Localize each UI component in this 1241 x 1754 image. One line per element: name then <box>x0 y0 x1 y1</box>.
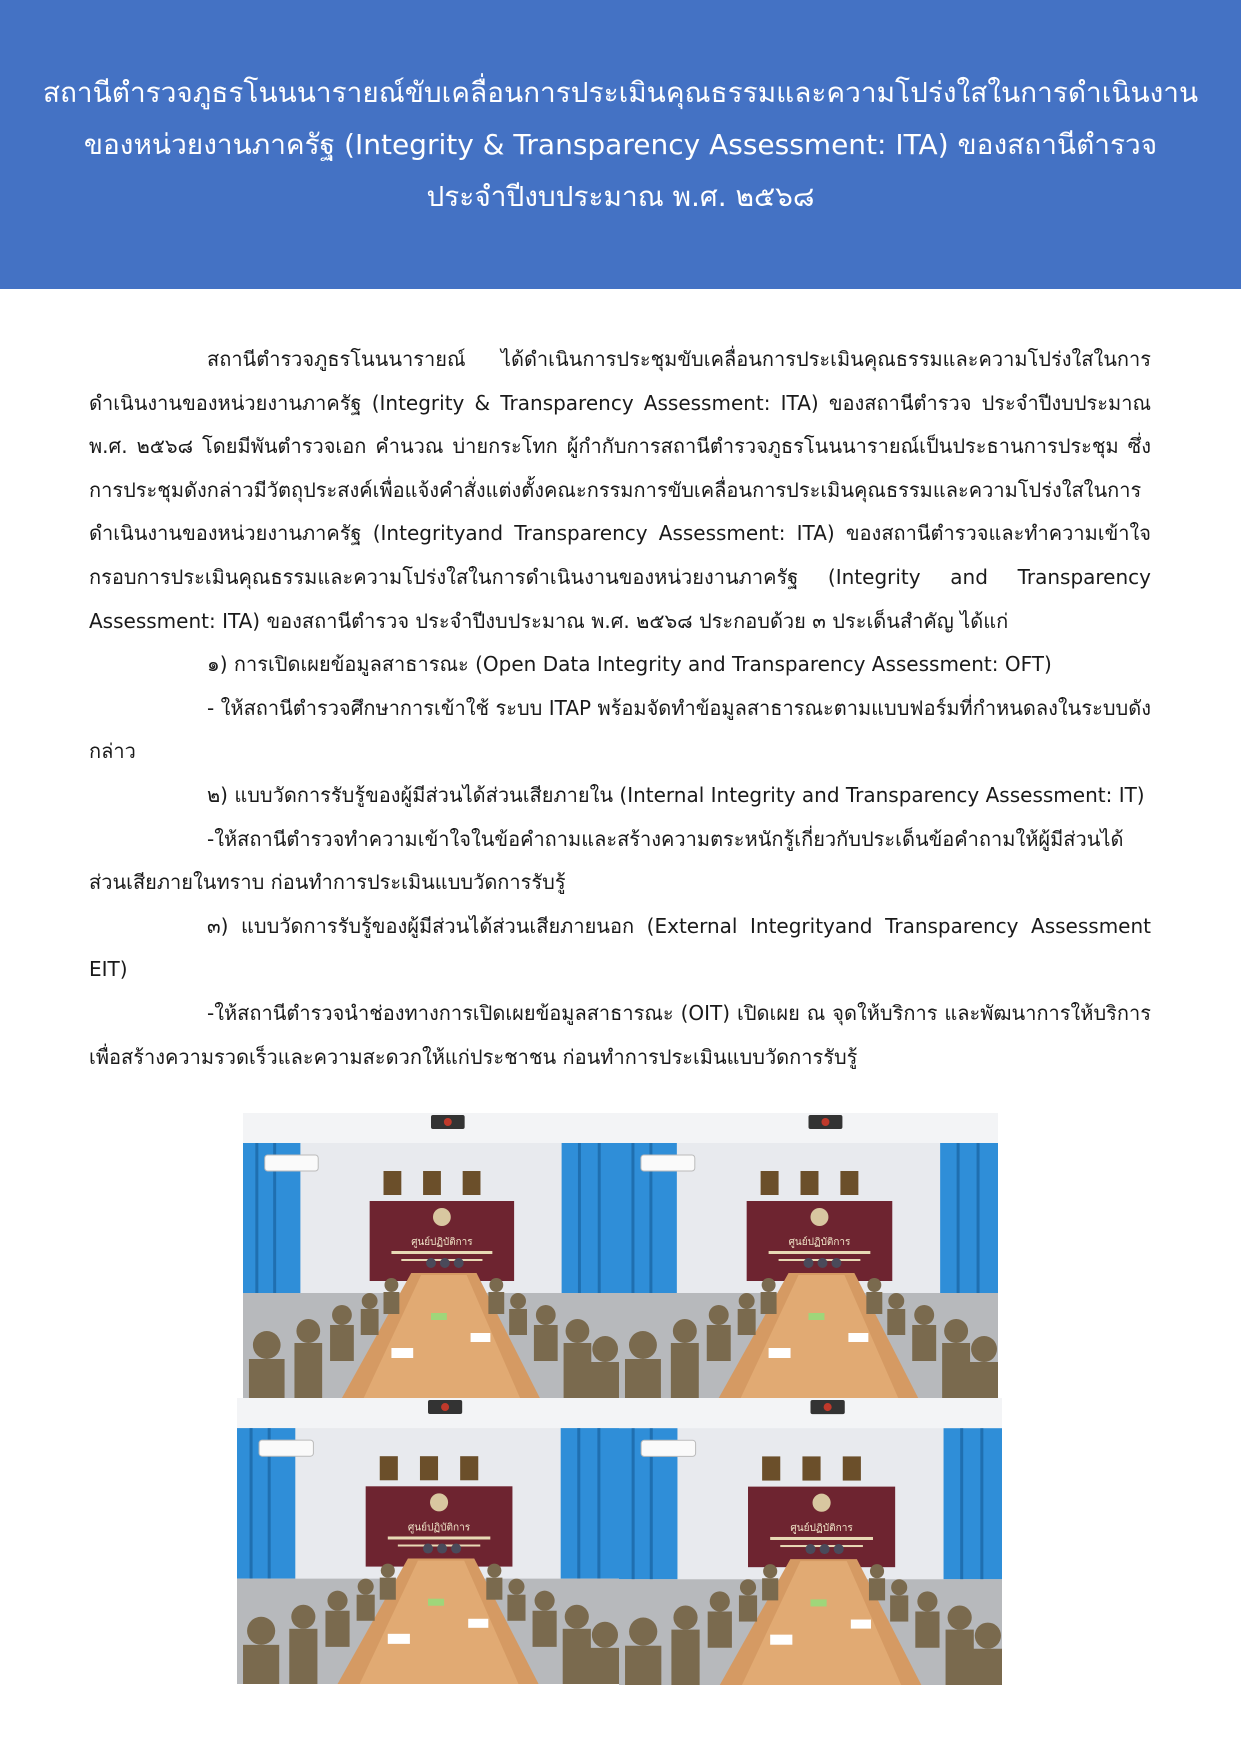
banner-sign-text: ศูนย์ปฏิบัติการ <box>790 1522 853 1534</box>
page-title-line-1: สถานีตำรวจภูธรโนนนารายณ์ขับเคลื่อนการประเมินคุณธรรมและความโปร่งใสในการดำเนินงาน <box>42 75 1199 109</box>
page-title-line-2: ของหน่วยงานภาครัฐ (Integrity & Transparency Assessment: ITA) ของสถานีตำรวจ <box>83 127 1158 161</box>
item-2-detail: -ให้สถานีตำรวจทำความเข้าใจในข้อคำถามและสร้างความตระหนักรู้เกี่ยวกับประเด็นข้อคำถามให้ผู้มีส่วนได้ส่วนเสียภายในทราบ ก่อนทำการประเมินแบบวัดการรับรู้ <box>89 826 1124 895</box>
page-title-line-3: ประจำปีงบประมาณ พ.ศ. ๒๕๖๘ <box>426 179 815 213</box>
item-2-heading: ๒) แบบวัดการรับรู้ของผู้มีส่วนได้ส่วนเสียภายใน (Internal Integrity and Transparency Assessment: IT) <box>207 782 1145 807</box>
meeting-photo-1 <box>243 1113 619 1398</box>
meeting-photo-4 <box>619 1398 1002 1685</box>
banner-sign-text: ศูนย์ปฏิบัติการ <box>407 1522 471 1534</box>
banner-sign-text: ศูนย์ปฏิบัติการ <box>411 1236 473 1249</box>
item-3-detail: -ให้สถานีตำรวจนำช่องทางการเปิดเผยข้อมูลสาธารณะ (OIT) เปิดเผย ณ จุดให้บริการ และพัฒนาการให้บริการเพื่อสร้างความรวดเร็วและความสะดวกให้แก่ประชาชน ก่อนทำการประเมินแบบวัดการรับรู้ <box>89 1000 1151 1069</box>
item-3-heading: ๓) แบบวัดการรับรู้ของผู้มีส่วนได้ส่วนเสียภายนอก (External Integrityand Transparency Assessment EIT) <box>89 913 1151 982</box>
banner-sign-text: ศูนย์ปฏิบัติการ <box>788 1236 851 1249</box>
article-body <box>89 338 1151 1079</box>
item-1-detail: - ให้สถานีตำรวจศึกษาการเข้าใช้ ระบบ ITAP พร้อมจัดทำข้อมูลสาธารณะตามแบบฟอร์มที่กำหนดลงในระบบดังกล่าว <box>89 695 1151 764</box>
header-banner <box>0 0 1241 289</box>
item-1-heading: ๑) การเปิดเผยข้อมูลสาธารณะ (Open Data Integrity and Transparency Assessment: OFT) <box>207 652 1052 677</box>
meeting-photo-3 <box>237 1398 619 1684</box>
intro-paragraph: สถานีตำรวจภูธรโนนนารายณ์ ได้ดำเนินการประชุมขับเคลื่อนการประเมินคุณธรรมและความโปร่งใสในการดำเนินงานของหน่วยงานภาครัฐ (Integrity & Transparency Assessment: ITA) ของสถานีตำรวจ ประจำปีงบประมาณ พ.ศ. ๒๕๖๘ โดยมีพันตำรวจเอก คำนวณ บ่ายกระโทก ผู้กำกับการสถานีตำรวจภูธรโนนนารายณ์เป็นประธานการประชุม ซึ่งการประชุมดังกล่าวมีวัตถุประสงค์เพื่อแจ้งคำสั่งแต่งตั้งคณะกรรมการขับเคลื่อนการประเมินคุณธรรมและความโปร่งใสในการดำเนินงานของหน่วยงานภาครัฐ (Integrityand Transparency Assessment: ITA) ของสถานีตำรวจและทำความเข้าใจ กรอบการประเมินคุณธรรมและความโปร่งใสในการดำเนินงานของหน่วยงานภาครัฐ (Integrity and Transparency Assessment: ITA) ของสถานีตำรวจ ประจำปีงบประมาณ พ.ศ. ๒๕๖๘ ประกอบด้วย ๓ ประเด็นสำคัญ ได้แก่ <box>89 347 1151 633</box>
meeting-photo-2 <box>619 1113 998 1398</box>
